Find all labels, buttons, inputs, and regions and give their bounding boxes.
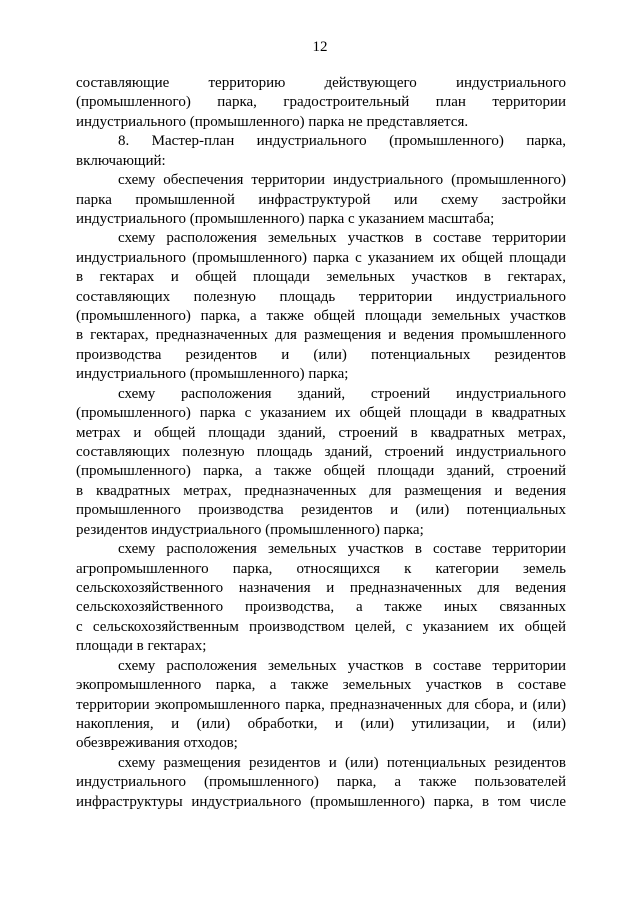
text-line: составляющие территорию действующего индустриального — [76, 75, 566, 91]
text-line: с сельскохозяйственным производством целей, с указанием их общей — [76, 618, 566, 635]
text-line: схему расположения земельных участков в составе территории — [118, 230, 566, 247]
paragraph-land-plots-scheme — [76, 229, 566, 384]
text-line: схему обеспечения территории индустриального (промышленного) — [118, 172, 566, 189]
text-line: схему расположения земельных участков в составе территории — [118, 657, 566, 674]
paragraph-agro-park-land-scheme — [76, 540, 566, 657]
text-line: индустриального (промышленного) парка с указанием их общей площади — [76, 249, 566, 266]
text-line: индустриального (промышленного) парка с указанием масштаба; — [76, 210, 495, 227]
text-line: в гектарах и общей площади земельных участков в гектарах, — [76, 269, 566, 286]
text-line: обезвреживания отходов; — [76, 735, 238, 752]
paragraph-buildings-scheme — [76, 385, 566, 540]
text-line: производства резидентов и (или) потенциальных резидентов — [76, 346, 566, 363]
text-line: схему размещения резидентов и (или) потенциальных резидентов — [118, 754, 566, 771]
text-line: агропромышленного парка, относящихся к категории земель — [76, 560, 566, 577]
text-line: схему расположения зданий, строений индустриального — [118, 385, 566, 402]
page-number: 12 — [312, 39, 328, 55]
text-line: парка промышленной инфраструктурой или схему застройки — [76, 191, 566, 208]
text-line: составляющих полезную площадь территории индустриального — [76, 288, 566, 305]
text-line: индустриального (промышленного) парка; — [76, 366, 349, 383]
paragraph-eco-park-land-scheme — [76, 657, 566, 754]
text-line: экопромышленного парка, а также земельных участков в составе — [76, 677, 566, 694]
text-line: площади в гектарах; — [76, 638, 207, 655]
text-line: в квадратных метрах, предназначенных для размещения и ведения — [76, 482, 566, 499]
text-line: включающий: — [76, 152, 166, 169]
text-line: индустриального (промышленного) парка не представляется. — [76, 113, 469, 130]
text-line: метрах и общей площади зданий, строений в квадратных метрах, — [76, 424, 566, 441]
text-line: составляющих полезную площадь зданий, строений индустриального — [76, 444, 566, 461]
text-line: инфраструктуры индустриального (промышленного) парка, в том числе — [76, 793, 566, 810]
paragraph-residents-placement-scheme — [76, 754, 566, 812]
text-line: резидентов индустриального (промышленного) парка; — [76, 521, 424, 538]
text-line: (промышленного) парка, градостроительный план территории — [76, 94, 566, 111]
text-line: (промышленного) парка с указанием их общей площади в квадратных — [76, 405, 566, 422]
text-line: (промышленного) парка, а также общей площади земельных участков — [76, 308, 566, 325]
text-line: территории экопромышленного парка, предназначенных для сбора, и (или) — [76, 696, 566, 713]
text-line: в гектарах, предназначенных для размещения и ведения промышленного — [76, 327, 566, 344]
text-line: сельскохозяйственного производства, а также иных связанных — [76, 599, 566, 616]
paragraph-item-8-master-plan — [76, 132, 566, 171]
text-line: индустриального (промышленного) парка, а также пользователей — [76, 774, 566, 791]
paragraph-continuation — [76, 74, 566, 132]
text-line: промышленного производства резидентов и (или) потенциальных — [76, 502, 566, 519]
text-line: сельскохозяйственного назначения и предназначенных для ведения — [76, 579, 566, 596]
text-line: схему расположения земельных участков в составе территории — [118, 541, 566, 558]
document-body — [76, 74, 566, 812]
text-line: накопления, и (или) обработки, и (или) утилизации, и (или) — [76, 715, 566, 732]
text-line: 8. Мастер-план индустриального (промышленного) парка, — [118, 133, 566, 150]
paragraph-infrastructure-scheme — [76, 171, 566, 229]
text-line: (промышленного) парка, а также общей площади зданий, строений — [76, 463, 566, 480]
